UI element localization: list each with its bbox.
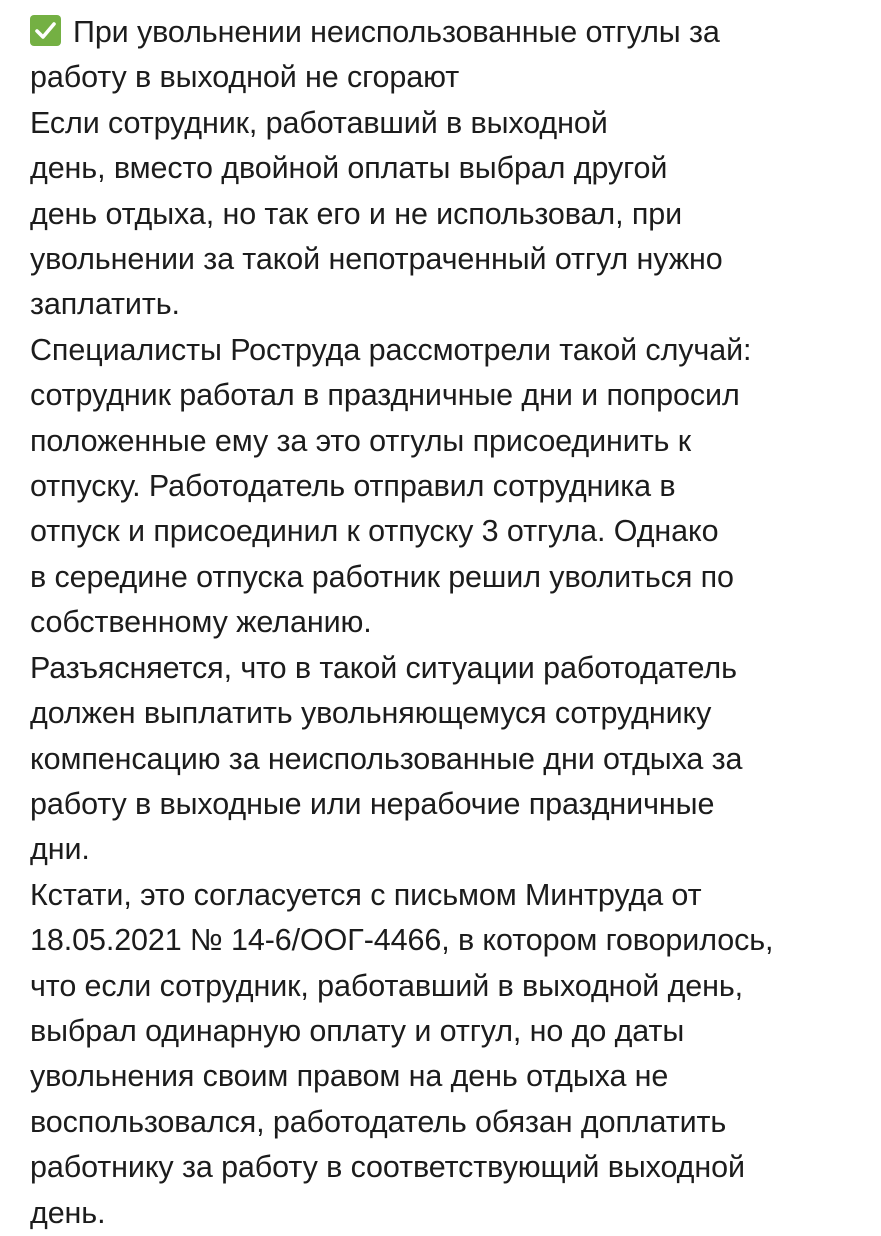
- header-text: При увольнении неиспользованные отгулы за: [73, 15, 720, 49]
- text-line: воспользовался, работодатель обязан доплатить: [30, 1104, 727, 1139]
- paragraph-3: [30, 646, 845, 873]
- text-line: Специалисты Роструда рассмотрели такой случай:: [30, 332, 752, 367]
- text-line: что если сотрудник, работавший в выходной день,: [30, 968, 744, 1003]
- header-line-1: [30, 10, 845, 55]
- text-line: увольнения своим правом на день отдыха не: [30, 1059, 669, 1094]
- text-line: 18.05.2021 № 14-6/ООГ-4466, в котором говорилось,: [30, 923, 774, 958]
- check-mark-button-icon: [30, 15, 61, 46]
- text-line: отпуск и присоединил к отпуску 3 отгула. Однако: [30, 514, 719, 549]
- text-line: день.: [30, 1195, 106, 1230]
- text-line: Разъясняется, что в такой ситуации работодатель: [30, 650, 737, 685]
- text-line: дни.: [30, 832, 90, 867]
- post-header: [30, 10, 845, 101]
- text-line: отпуску. Работодатель отправил сотрудника в: [30, 469, 676, 504]
- text-line: положенные ему за это отгулы присоединить к: [30, 423, 691, 458]
- text-line: день отдыха, но так его и не использовал, при: [30, 196, 683, 231]
- text-line: должен выплатить увольняющемуся сотруднику: [30, 696, 712, 731]
- text-line: заплатить.: [30, 287, 180, 322]
- text-line: выбрал одинарную оплату и отгул, но до даты: [30, 1013, 685, 1048]
- text-line: Если сотрудник, работавший в выходной: [30, 105, 608, 140]
- post-text: [30, 10, 845, 1236]
- header-line-2: работу в выходной не сгорают: [30, 60, 460, 95]
- text-line: Кстати, это согласуется с письмом Минтруда от: [30, 877, 702, 912]
- text-line: работу в выходные или нерабочие праздничные: [30, 786, 715, 821]
- paragraph-4: [30, 873, 845, 1236]
- text-line: день, вместо двойной оплаты выбрал другой: [30, 151, 668, 186]
- text-line: собственному желанию.: [30, 605, 372, 640]
- text-line: сотрудник работал в праздничные дни и попросил: [30, 378, 740, 413]
- paragraph-1: [30, 101, 845, 328]
- text-line: увольнении за такой непотраченный отгул нужно: [30, 242, 723, 277]
- text-line: работнику за работу в соответствующий выходной: [30, 1150, 745, 1185]
- paragraph-2: [30, 328, 845, 646]
- text-line: в середине отпуска работник решил уволиться по: [30, 559, 734, 594]
- text-line: компенсацию за неиспользованные дни отдыха за: [30, 741, 743, 776]
